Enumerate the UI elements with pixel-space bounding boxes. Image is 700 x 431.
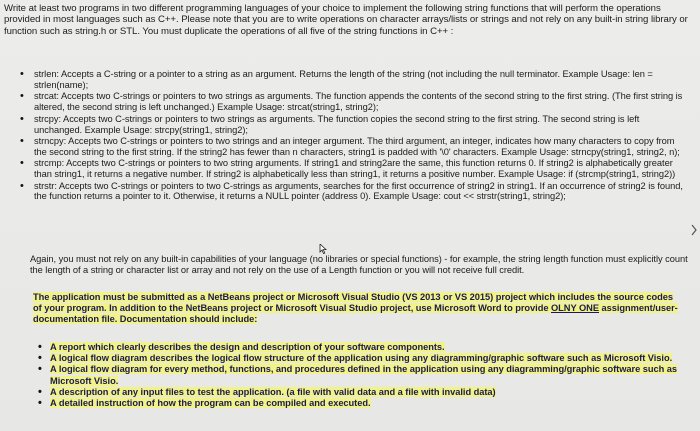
list-item-strncpy: • strncpy: Accepts two C-strings or pointers to two strings and an integer argument. The third argument, an integer, indicates how many characters to copy from the second string to the first string. If the string2 has fewer than n characters, string1 is padded with '\0' characters. Example Usage: strncpy(string1, string2, n);: [18, 136, 688, 158]
documentation-list: [38, 342, 688, 409]
intro-paragraph: [4, 3, 690, 37]
doc-item-report-text: A report which clearly describes the design and description of your software components.: [50, 342, 445, 352]
again-paragraph: [30, 254, 690, 276]
doc-item-input-files-text: A description of any input files to test the application. (a file with valid data and a file with invalid data): [50, 386, 496, 397]
doc-item-instructions-text: A detailed instruction of how the program can be compiled and executed.: [50, 398, 371, 409]
doc-item-method-flow-text: A logical flow diagram for every method, functions, and procedures defined in the application using any diagramming/graphic software such as Microsoft Visio.: [50, 364, 678, 386]
chevron-right-icon[interactable]: [690, 224, 698, 236]
requirement-text: [33, 292, 683, 325]
list-item-strlen: • strlen: Accepts a C-string or a pointer to a string as an argument. Returns the length of the string (not including the null terminator. Example Usage: len = strlen(name);: [18, 69, 688, 91]
doc-item-app-flow: [38, 353, 688, 364]
doc-item-input-files: [38, 387, 688, 398]
requirement-text-before: The application must be submitted as a NetBeans project or Microsoft Visual Studio (VS 2013 or VS 2015) project which includes the source codes of your program. In addition to the NetBeans project or Microsoft Visual Studio project, use Microsoft Word to provide: [33, 292, 674, 313]
doc-item-report: [38, 342, 688, 353]
doc-item-method-flow: [38, 364, 688, 386]
list-item-strcat: • strcat: Accepts two C-strings or pointers to two strings as arguments. The function appends the contents of the second string to the first string. (The first string is altered, the second string is left unchanged.) Example Usage: strcat(string1, string2);: [18, 91, 688, 113]
intro-text: Write at least two programs in two different programming languages of your choice to implement the following string functions that will perform the operations provided in most languages such as C++. Please note that you are to write operations on character arrays/lists or strings and not rely on any built-in string library or function such as string.h or STL. You must duplicate the operations of all five of the string functions in C++ :: [4, 3, 688, 37]
doc-item-app-flow-text: A logical flow diagram describes the logical flow structure of the application using any diagramming/graphic software such as Microsoft Visio.: [50, 353, 673, 364]
requirement-paragraph: [33, 292, 683, 325]
requirement-emphasis: OLNY ONE: [551, 303, 599, 313]
list-item-strcpy: • strcpy: Accepts two C-strings or pointers to two strings as arguments. The function copies the second string to the first string. The second string is left unchanged. Example Usage: strcpy(string1, string2);: [18, 114, 688, 136]
mouse-pointer-icon: [319, 244, 327, 254]
string-function-list: [18, 69, 688, 203]
doc-item-instructions: [38, 398, 688, 409]
list-item-strcmp: • strcmp: Accepts two C-strings or pointers to two string arguments. If string1 and string2are the same, this function returns 0. If string2 is alphabetically greater than string1, it returns a negative number. If string2 is alphabetically less than string1, it returns a positive number. Example Usage: if (strcmp(string1, string2)): [18, 158, 688, 180]
list-item-strstr: • strstr: Accepts two C-strings or pointers to two C-strings as arguments, searches for the first occurrence of string2 in string1. If an occurrence of string2 is found, the function returns a pointer to it. Otherwise, it returns a NULL pointer (address 0). Example Usage: cout << strstr(string1, string2);: [18, 181, 688, 203]
again-text: Again, you must not rely on any built-in capabilities of your language (no libraries or special functions) - for example, the string length function must explicitly count the length of a string or character list or array and not rely on the use of a Length function or you will not receive full credit.: [30, 254, 688, 275]
requirement-text-after: assignment/user-documentation file. Documentation should include:: [33, 303, 678, 324]
